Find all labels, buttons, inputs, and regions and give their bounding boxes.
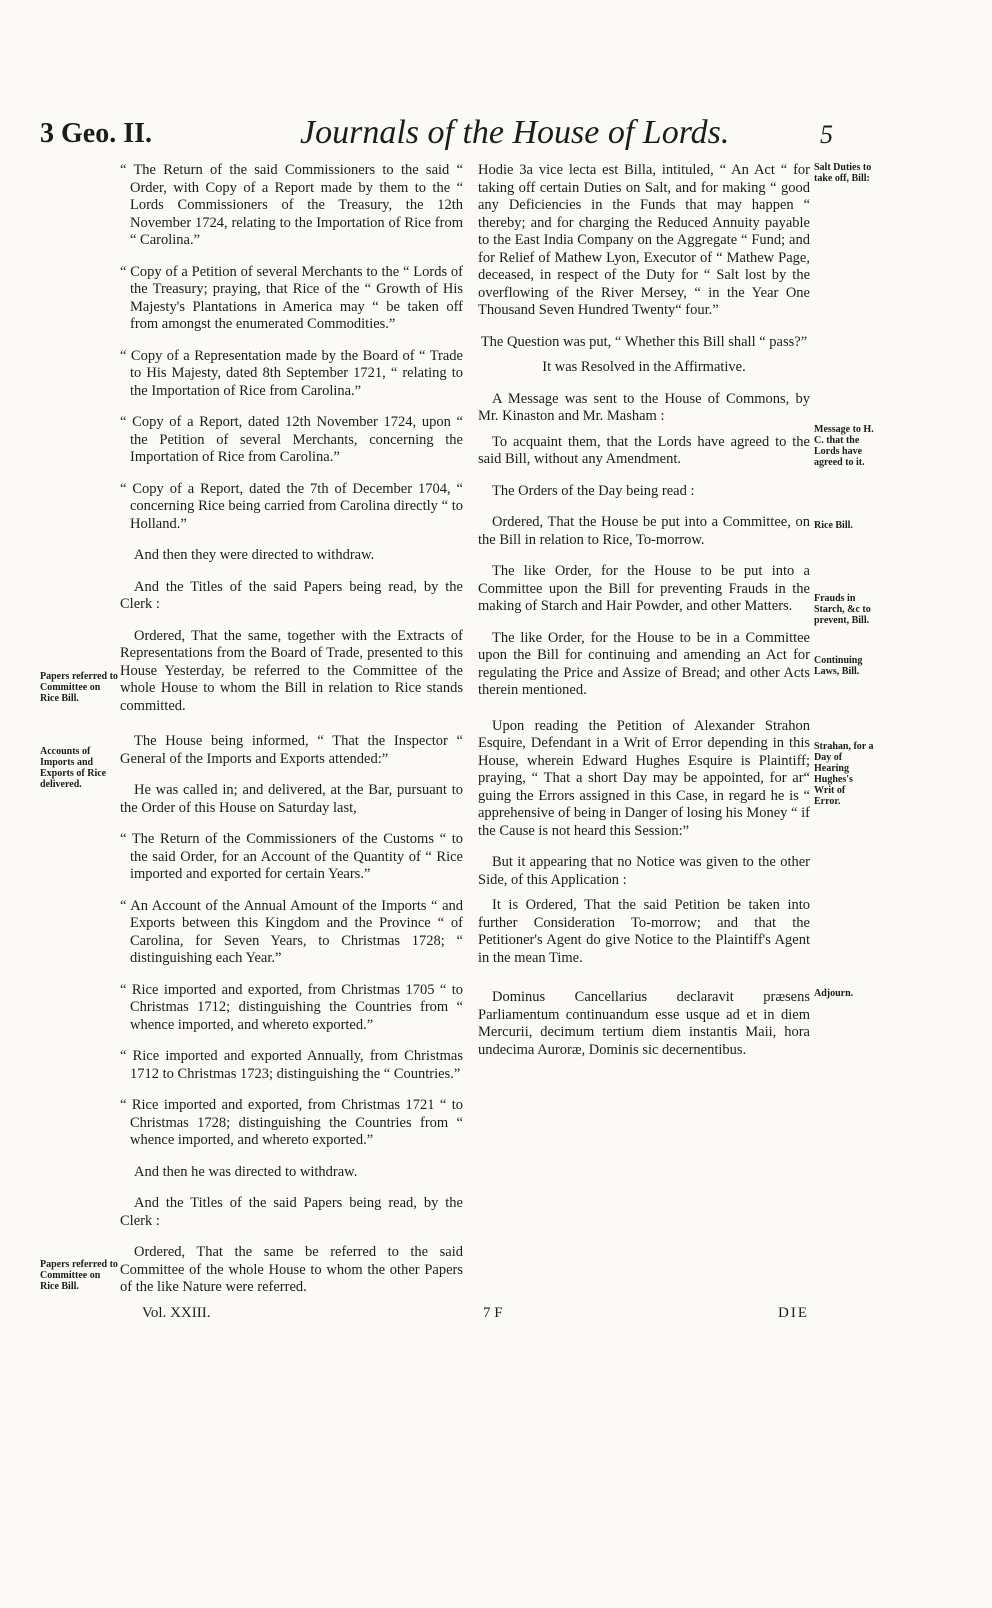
right-column — [478, 162, 810, 1073]
paragraph: “ Copy of a Report, dated 12th November 1724, upon “ the Petition of several Merchants, concerning the Importation of Rice from Carolina.” — [120, 414, 463, 465]
paragraph: “ The Return of the said Commissioners to the said “ Order, with Copy of a Report made by them to the “ Lords Commissioners of the Treasury, the 12th November 1724, relating to the Importation of Rice from “ Carolina.” — [120, 162, 463, 248]
paragraph: The Question was put, “ Whether this Bill shall “ pass?” — [480, 333, 808, 350]
paragraph: “ An Account of the Annual Amount of the Imports “ and Exports between this Kingdom and the Province “ of Carolina, for Seven Years, to Christmas 1728; “ distinguishing each Year.” — [120, 897, 463, 966]
catchword: DIE — [778, 1305, 809, 1321]
margin-note: Adjourn. — [814, 988, 854, 999]
paragraph: “ Copy of a Petition of several Merchants to the “ Lords of the Treasury; praying, that Rice of the “ Growth of His Majesty's Plantations in America may “ be taken off from amongst the enumerated Commodities.” — [120, 263, 463, 332]
paragraph: It was Resolved in the Affirmative. — [542, 359, 746, 375]
paragraph: “ Copy of a Report, dated the 7th of December 1704, “ concerning Rice being carried from Carolina directly “ to Holland.” — [120, 480, 463, 532]
paragraph: It is Ordered, That the said Petition be taken into further Consideration To-morrow; and that the Petitioner's Agent do give Notice to the Plaintiff's Agent in the mean Time. — [478, 897, 810, 966]
paragraph: “ Copy of a Representation made by the Board of “ Trade to His Majesty, dated 8th September 1721, “ relating to the Importation of Rice from Carolina.” — [120, 347, 463, 399]
margin-note: Salt Duties to take off, Bill: — [814, 162, 872, 184]
paragraph: And then they were directed to withdraw. — [134, 547, 375, 563]
page-header — [0, 114, 992, 158]
paragraph: Ordered, That the same be referred to the said Committee of the whole House to whom the other Papers of the like Nature were referred. — [120, 1244, 463, 1295]
paragraph: He was called in; and delivered, at the Bar, pursuant to the Order of this House on Saturday last, — [120, 782, 463, 816]
margin-note: Message to H. C. that the Lords have agreed to it. — [814, 424, 874, 468]
paragraph: But it appearing that no Notice was given to the other Side, of this Application : — [478, 854, 810, 888]
paragraph: The like Order, for the House to be in a Committee upon the Bill for continuing and amending an Act for regulating the Price and Assize of Bread; and other Acts therein mentioned. — [478, 629, 810, 698]
margin-note: Strahan, for a Day of Hearing Hughes's Writ of Error. — [814, 741, 874, 807]
margin-note: Papers referred to Committee on Rice Bill. — [40, 1259, 118, 1292]
paragraph: The Orders of the Day being read : — [492, 482, 695, 499]
margin-note: Accounts of Imports and Exports of Rice delivered. — [40, 746, 107, 790]
paragraph: “ Rice imported and exported, from Christmas 1721 “ to Christmas 1728; distinguishing the Countries from “ whence imported, and whereto exported.” — [120, 1097, 463, 1148]
page-number: 5 — [820, 120, 833, 149]
paragraph: To acquaint them, that the Lords have agreed to the said Bill, without any Amendment. — [478, 433, 810, 467]
paragraph: “ Rice imported and exported Annually, from Christmas 1712 to Christmas 1723; distinguishing the “ Countries.” — [120, 1048, 463, 1082]
paragraph: And the Titles of the said Papers being read, by the Clerk : — [120, 578, 463, 612]
signature-mark: 7 F — [483, 1305, 503, 1321]
paragraph: Hodie 3a vice lecta est Billa, intituled, “ An Act “ for taking off certain Duties on Salt, and for making “ good any Deficiencies in the Funds that may happen “ thereby; and for charging the Reduced Annuity payable to the East India Company on the Aggregate “ Fund; and for Relief of Mathew Lyon, Executor of “ Mathew Page, deceased, in respect of the Duty for “ Salt lost by the overflowing of the River Mersey, “ in the Year One Thousand Seven Hundred Twenty“ four.” — [478, 162, 810, 318]
volume-label: Vol. XXIII. — [142, 1305, 211, 1321]
journal-title: Journals of the House of Lords. — [300, 114, 730, 151]
left-column — [120, 162, 463, 1311]
paragraph: Dominus Cancellarius declaravit præsens Parliamentum continuandum esse usque ad et in diem Mercurii, decimum tertium diem instantis Maii, hora undecima Auroræ, Dominis sic decernentibus. — [478, 989, 810, 1058]
margin-note: Continuing Laws, Bill. — [814, 655, 863, 677]
paragraph: And then he was directed to withdraw. — [134, 1163, 358, 1180]
margin-note: Papers referred to Committee on Rice Bill. — [40, 671, 118, 704]
paragraph: The House being informed, “ That the Inspector “ General of the Imports and Exports attended:” — [120, 733, 463, 767]
paragraph: And the Titles of the said Papers being read, by the Clerk : — [120, 1195, 463, 1229]
paragraph: Ordered, That the House be put into a Committee, on the Bill in relation to Rice, To-morrow. — [478, 514, 810, 548]
paragraph: “ Rice imported and exported, from Christmas 1705 “ to Christmas 1712; distinguishing the Countries from “ whence imported, and whereto exported.” — [120, 981, 463, 1033]
paragraph: Upon reading the Petition of Alexander Strahon Esquire, Defendant in a Writ of Error depending in this House, wherein Edward Hughes Esquire is Plaintiff; praying, “ That a short Day may be appointed, for ar“ guing the Errors assigned in this Case, in regard he is “ apprehensive of being in Danger of losing his Money “ if the Cause is not heard this Session:” — [478, 717, 810, 839]
margin-note: Rice Bill. — [814, 520, 853, 531]
reign-label: 3 Geo. II. — [40, 118, 152, 149]
paragraph: A Message was sent to the House of Commons, by Mr. Kinaston and Mr. Masham : — [478, 390, 810, 424]
paragraph: Ordered, That the same, together with the Extracts of Representations from the Board of Trade, presented to this House Yesterday, be referred to the Committee of the whole House to whom the Bill in relation to Rice stands committed. — [120, 627, 463, 714]
paragraph: The like Order, for the House to be put into a Committee upon the Bill for preventing Frauds in the making of Starch and Hair Powder, and other Matters. — [478, 563, 810, 614]
margin-note: Frauds in Starch, &c to prevent, Bill. — [814, 593, 871, 626]
paragraph: “ The Return of the Commissioners of the Customs “ to the said Order, for an Account of the Quantity of “ Rice imported and exported for certain Years.” — [120, 831, 463, 882]
